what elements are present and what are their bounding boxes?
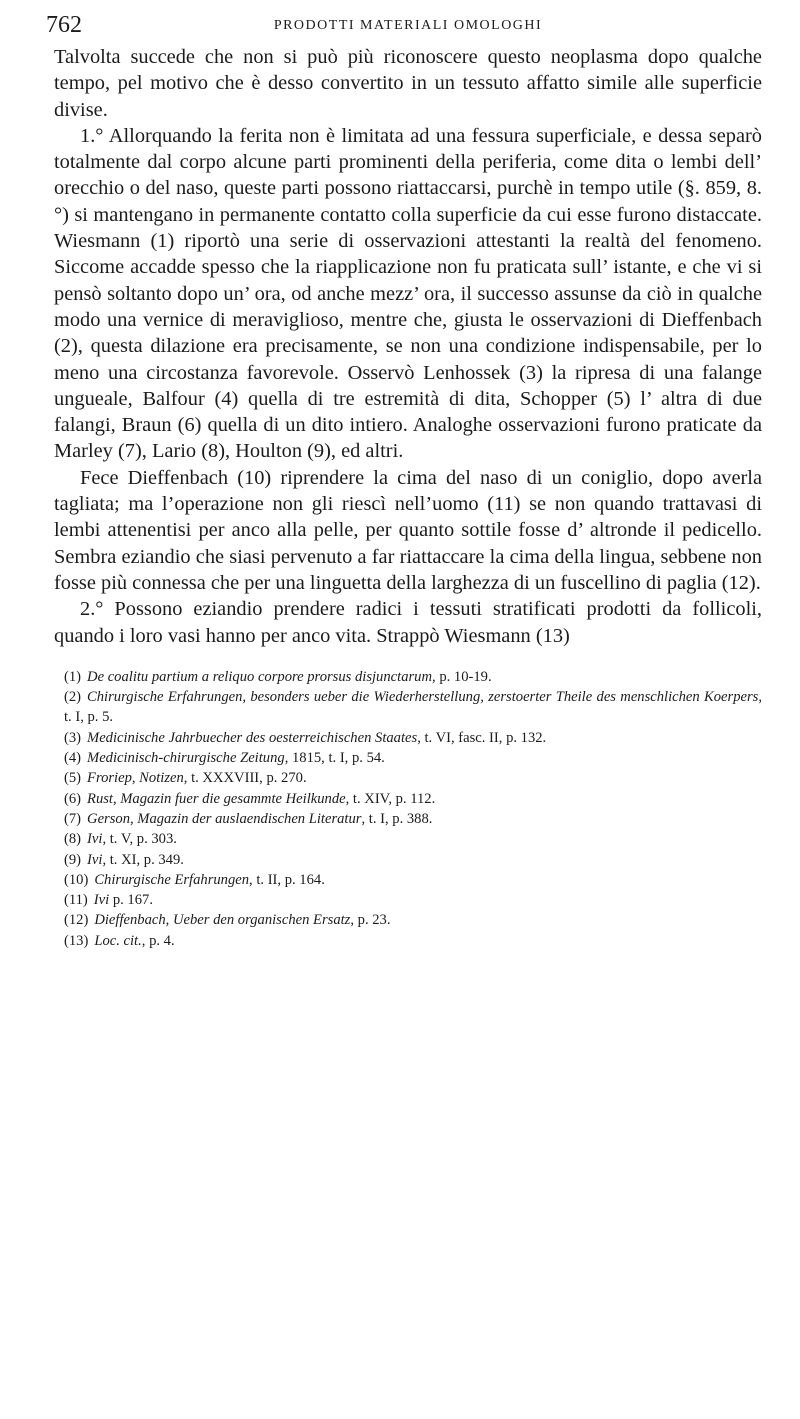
footnote-title: Ivi	[87, 831, 103, 848]
footnote-title: Loc. cit.	[94, 932, 142, 949]
footnote-number: (7)	[64, 810, 82, 827]
paragraph-1: Talvolta succede che non si può più riconoscere questo neoplasma dopo qualche tempo, pel motivo che è desso convertito in un tessuto affatto simile alle superficie divise.	[54, 46, 762, 121]
footnote-title: Dieffenbach, Ueber den organischen Ersatz	[94, 912, 351, 929]
footnote-reference: p. 167.	[109, 892, 153, 909]
footnote-title: Froriep, Notizen	[87, 770, 184, 787]
footnote	[54, 748, 762, 768]
footnote-reference: , t. VI, fasc. II, p. 132.	[417, 729, 547, 746]
footnote	[54, 667, 762, 687]
footnote	[54, 931, 762, 951]
footnote-title: Chirurgische Erfahrungen	[94, 871, 250, 888]
footnote-title: Ivi	[93, 892, 110, 909]
footnote-reference: , t. II, p. 164.	[249, 871, 325, 888]
footnote-title: Medicinische Jahrbuecher des oesterreichischen Staates	[87, 729, 418, 746]
paragraph-2: 1.° Allorquando la ferita non è limitata ad una fessura superficiale, e dessa separò totalmente dal corpo alcune parti prominenti della periferia, come dita o lembi dell’ orecchio o del naso, queste parti possono riattaccarsi, purchè in tempo utile (§. 859, 8.°) si mantengano in permanente contatto colla superficie da cui esse furono distaccate. Wiesmann (1) riportò una serie di osservazioni attestanti la realtà del fenomeno. Siccome accadde spesso che la riapplicazione non fu praticata sull’ istante, e che vi si pensò soltanto dopo un’ ora, od anche mezz’ ora, il successo assunse da ciò in qualche modo una vernice di meraviglioso, mentre che, giusta le osservazioni di Dieffenbach (2), questa dilazione era precisamente, se non una condizione indispensabile, per lo meno una circostanza favorevole. Osservò Lenhossek (3) la ripresa di una falange ungueale, Balfour (4) quella di tre estremità di dita, Schopper (5) l’ altra di due falangi, Braun (6) quella di un dito intiero. Analoghe osservazioni furono praticate da Marley (7), Lario (8), Houlton (9), ed altri.	[54, 124, 762, 463]
footnote-reference: , t. XI, p. 349.	[102, 851, 184, 868]
footnote-title: Gerson, Magazin der auslaendischen Literatur	[87, 810, 362, 827]
footnote-number: (4)	[64, 750, 82, 767]
footnote-title: Rust, Magazin fuer die gesammte Heilkunde	[87, 790, 346, 807]
footnote	[54, 870, 762, 890]
footnote-title: Medicinisch-chirurgische Zeitung	[87, 750, 285, 767]
footnote-number: (12)	[64, 912, 89, 929]
footnote-reference: , p. 10-19.	[432, 668, 492, 685]
footnote-title: De coalitu partium a reliquo corpore prorsus disjunctarum	[87, 668, 433, 685]
paragraph-3: Fece Dieffenbach (10) riprendere la cima del naso di un coniglio, dopo averla tagliata; ma l’operazione non gli riescì nell’uomo (11) se non quando trattavasi di lembi attenentisi per anco alla pelle, per quanto sottile fosse d’ altronde il pedicello. Sembra eziandio che siasi pervenuto a far riattaccare la cima della lingua, sebbene non fosse più connessa che per una linguetta della larghezza di un fuscellino di paglia (12).	[54, 466, 762, 594]
page-number: 762	[46, 12, 82, 38]
running-head	[46, 10, 762, 40]
footnote	[54, 850, 762, 870]
footnote-reference: , t. V, p. 303.	[102, 831, 177, 848]
footnote	[54, 728, 762, 748]
footnote	[54, 890, 762, 910]
book-page	[0, 10, 800, 1419]
footnote	[54, 789, 762, 809]
footnote-number: (11)	[64, 892, 88, 909]
footnote-title: Ivi	[87, 851, 103, 868]
footnote-number: (13)	[64, 932, 89, 949]
footnotes	[54, 667, 762, 951]
footnote	[54, 910, 762, 930]
footnote-title: Chirurgische Erfahrungen, besonders ueber die Wiederherstellung, zerstoerter Theile des menschlichen Koerpers	[87, 689, 759, 706]
footnote	[54, 768, 762, 788]
footnote-reference: , t. XXXVIII, p. 270.	[183, 770, 307, 787]
footnote-reference: , p. 23.	[350, 912, 391, 929]
footnote-reference: , p. 4.	[141, 932, 175, 949]
footnote-number: (6)	[64, 790, 82, 807]
footnote-number: (8)	[64, 831, 82, 848]
footnote	[54, 687, 762, 728]
footnote-number: (10)	[64, 871, 89, 888]
footnote-reference: , t. XIV, p. 112.	[345, 790, 436, 807]
footnote-number: (3)	[64, 729, 82, 746]
footnote-number: (9)	[64, 851, 82, 868]
footnote-number: (2)	[64, 689, 82, 706]
footnote-number: (5)	[64, 770, 82, 787]
footnote	[54, 809, 762, 829]
paragraph-4: 2.° Possono eziandio prendere radici i tessuti stratificati prodotti da follicoli, quando i loro vasi hanno per anco vita. Strappò Wiesmann (13)	[54, 598, 762, 647]
body-text	[54, 44, 762, 649]
running-title: PRODOTTI MATERIALI OMOLOGHI	[273, 18, 543, 33]
footnote-reference: , t. I, p. 5.	[64, 689, 762, 726]
footnote-reference: , 1815, t. I, p. 54.	[284, 750, 385, 767]
footnote-reference: , t. I, p. 388.	[361, 810, 433, 827]
footnote	[54, 829, 762, 849]
footnote-number: (1)	[64, 668, 82, 685]
